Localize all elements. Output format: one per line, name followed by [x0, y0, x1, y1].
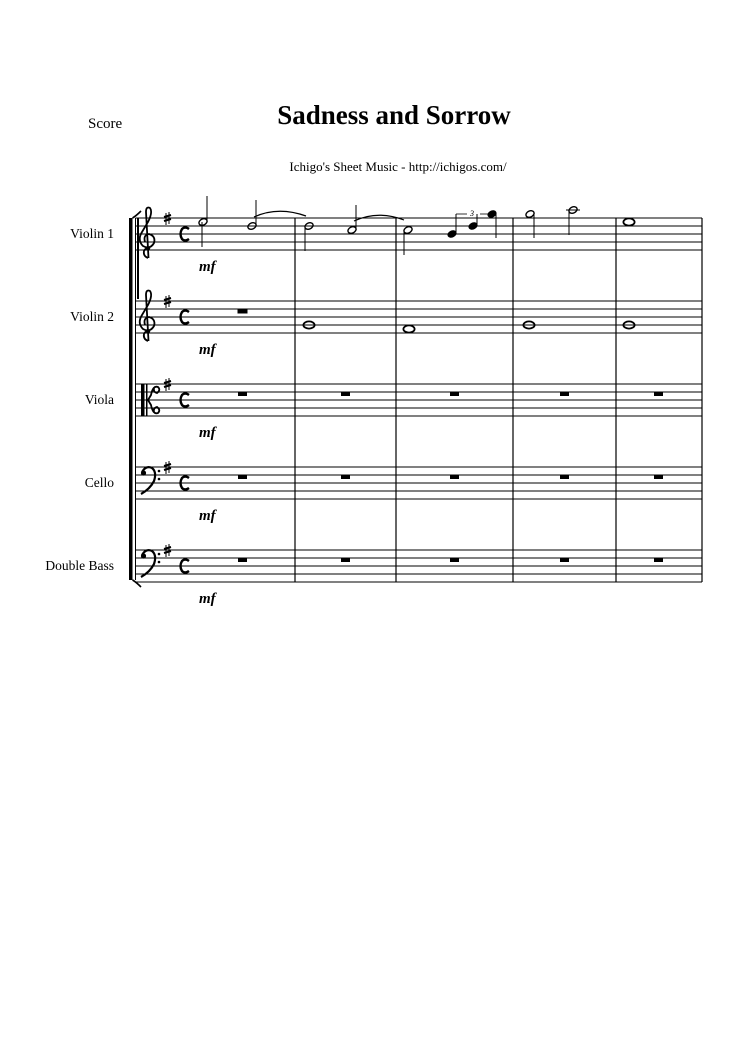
tuplet-label: 3	[470, 209, 474, 218]
dynamic-violin-2: mf	[199, 342, 216, 358]
bass-clef-icon	[141, 467, 160, 494]
dynamic-viola: mf	[199, 425, 216, 441]
instrument-label-violin-1: Violin 1	[70, 226, 114, 241]
instrument-label-viola: Viola	[84, 392, 114, 407]
system-bracket	[129, 211, 141, 587]
score-subtitle: Ichigo's Sheet Music - http://ichigos.com/	[289, 159, 507, 174]
note-whole	[623, 218, 634, 225]
score-label: Score	[88, 116, 123, 132]
bass-clef-icon	[141, 550, 160, 577]
violin-2-notes	[238, 309, 635, 333]
instrument-label-double-bass: Double Bass	[45, 558, 114, 573]
dynamic-double-bass: mf	[199, 591, 216, 607]
dynamic-cello: mf	[199, 508, 216, 524]
score-title: Sadness and Sorrow	[277, 100, 511, 130]
instrument-label-violin-2: Violin 2	[70, 309, 114, 324]
dynamic-violin-1: mf	[199, 259, 216, 275]
whole-rests	[238, 392, 663, 562]
note-whole	[403, 325, 414, 332]
instrument-label-cello: Cello	[84, 475, 114, 490]
whole-rest-icon	[238, 309, 247, 313]
staff-lines	[136, 218, 703, 582]
